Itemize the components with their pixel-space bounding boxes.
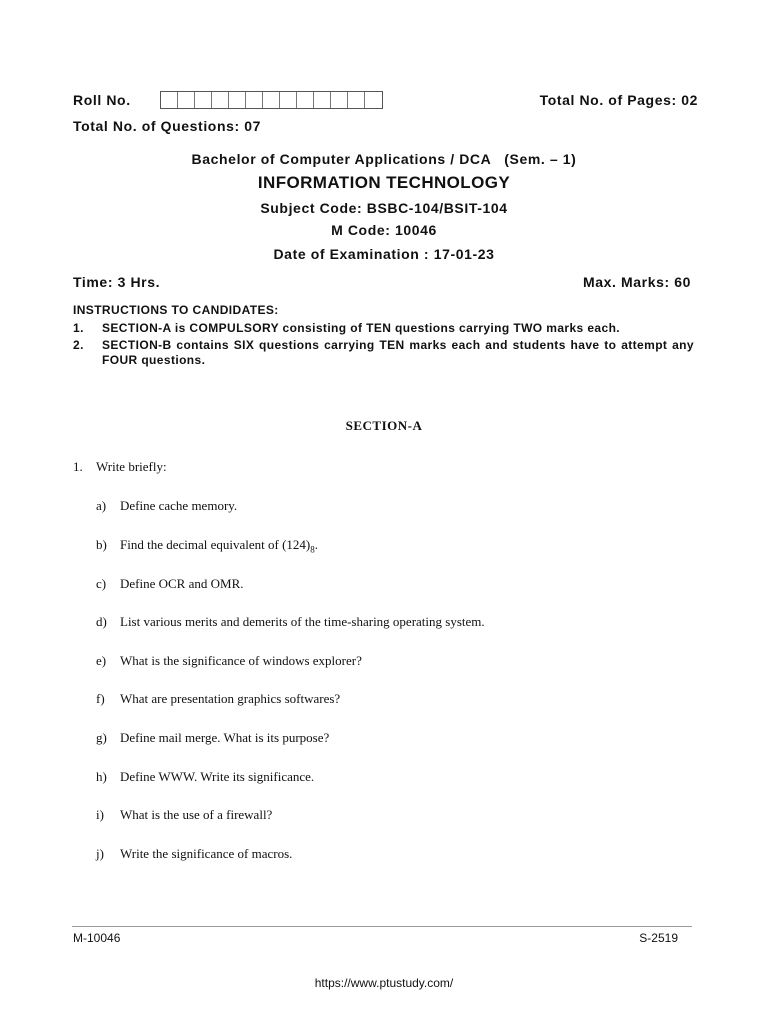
exam-time: Time: 3 Hrs. xyxy=(73,274,161,290)
total-questions: Total No. of Questions: 07 xyxy=(73,118,262,134)
part-text: Find the decimal equivalent of $(124)_8$. xyxy=(120,537,319,555)
roll-box-cell[interactable] xyxy=(229,92,246,108)
footer-url[interactable]: https://www.ptustudy.com/ xyxy=(314,976,454,990)
part-label: g) xyxy=(96,730,107,745)
roll-box-cell[interactable] xyxy=(161,92,178,108)
part-label: j) xyxy=(96,846,104,861)
footer-divider xyxy=(72,926,692,927)
instruction-text: SECTION-A is COMPULSORY consisting of TEN questions carrying TWO marks each. xyxy=(102,321,621,335)
roll-box-cell[interactable] xyxy=(314,92,331,108)
base-subscript: 8 xyxy=(310,544,315,555)
max-marks: Max. Marks: 60 xyxy=(582,274,691,290)
subject-code: Subject Code: BSBC-104/BSIT-104 xyxy=(260,200,508,216)
footer-s-code: S-2519 xyxy=(639,931,678,945)
roll-box-cell[interactable] xyxy=(297,92,314,108)
part-label: c) xyxy=(96,576,107,591)
roll-no-label: Roll No. xyxy=(73,92,131,108)
m-code: M Code: 10046 xyxy=(331,222,437,238)
roll-box-cell[interactable] xyxy=(348,92,365,108)
roll-box-cell[interactable] xyxy=(178,92,195,108)
question-number: 1. xyxy=(73,459,83,474)
footer-m-code: M-10046 xyxy=(73,931,121,945)
subject-title: INFORMATION TECHNOLOGY xyxy=(257,173,511,192)
part-label: h) xyxy=(96,769,107,784)
part-text: Define mail merge. What is its purpose? xyxy=(120,730,330,745)
roll-no-boxes[interactable] xyxy=(160,91,383,109)
roll-box-cell[interactable] xyxy=(263,92,280,108)
roll-box-cell[interactable] xyxy=(212,92,229,108)
part-text: Define OCR and OMR. xyxy=(120,576,244,591)
instruction-number: 2. xyxy=(73,338,84,352)
part-label: f) xyxy=(96,691,105,706)
exam-date: Date of Examination : 17-01-23 xyxy=(273,246,495,262)
instruction-item xyxy=(0,321,768,336)
roll-box-cell[interactable] xyxy=(331,92,348,108)
roll-box-cell[interactable] xyxy=(365,92,382,108)
part-text: What is the use of a firewall? xyxy=(120,807,273,822)
roll-box-cell[interactable] xyxy=(195,92,212,108)
instructions-title: INSTRUCTIONS TO CANDIDATES: xyxy=(73,303,279,317)
roll-box-cell[interactable] xyxy=(246,92,263,108)
section-a-title: SECTION-A xyxy=(345,418,423,433)
instruction-item xyxy=(0,338,768,368)
instruction-text: SECTION-B contains SIX questions carrying TEN marks each and students have to attempt any FOUR questions. xyxy=(102,338,694,367)
part-text: List various merits and demerits of the time-sharing operating system. xyxy=(120,614,485,629)
part-text: Write the significance of macros. xyxy=(120,846,293,861)
part-label: e) xyxy=(96,653,107,668)
program-title: Bachelor of Computer Applications / DCA (Sem. – 1) xyxy=(191,151,577,167)
instruction-number: 1. xyxy=(73,321,84,335)
total-pages: Total No. of Pages: 02 xyxy=(539,92,698,108)
question-text: Write briefly: xyxy=(96,459,167,474)
part-label: d) xyxy=(96,614,107,629)
part-text: Define cache memory. xyxy=(120,498,238,513)
part-label: i) xyxy=(96,807,104,822)
part-text: Define WWW. Write its significance. xyxy=(120,769,315,784)
part-label: a) xyxy=(96,498,107,513)
part-label: b) xyxy=(96,537,107,552)
part-text: What are presentation graphics softwares? xyxy=(120,691,341,706)
part-text: What is the significance of windows explorer? xyxy=(120,653,362,668)
roll-box-cell[interactable] xyxy=(280,92,297,108)
